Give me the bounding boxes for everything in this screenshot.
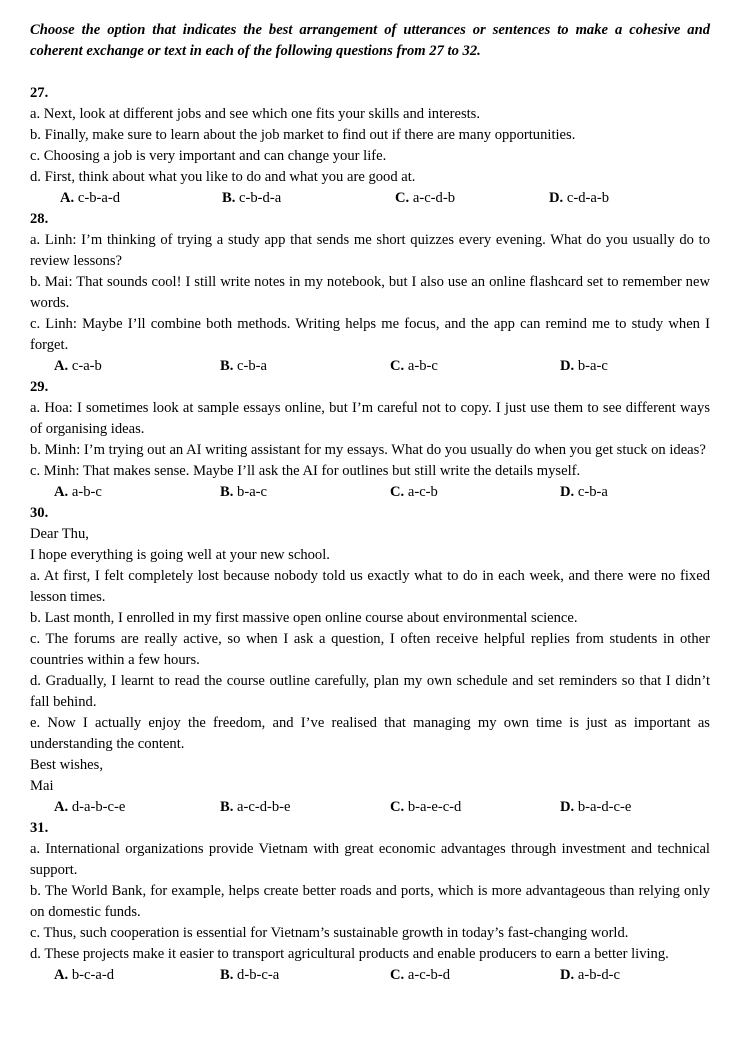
- option-c: C. b-a-e-c-d: [390, 799, 462, 815]
- sentence-c: c. The forums are really active, so when I ask a question, I often receive helpful replies from students in other countries within a few hours.: [30, 631, 710, 668]
- sentence-b: b. Finally, make sure to learn about the job market to find out if there are many opportunities.: [30, 127, 576, 143]
- sentence-c: c. Minh: That makes sense. Maybe I’ll ask the AI for outlines but still write the details myself.: [30, 463, 581, 479]
- question-30: [30, 503, 710, 818]
- option-b: B. a-c-d-b-e: [220, 799, 291, 815]
- question-number: 30.: [30, 505, 49, 521]
- sentence-c: c. Linh: Maybe I’ll combine both methods. Writing helps me focus, and the app can remind me to study when I forget.: [30, 316, 710, 353]
- sentence-a: a. At first, I felt completely lost because nobody told us exactly what to do in each week, and there were no fixed lesson times.: [30, 568, 710, 605]
- option-c: C. a-c-b: [390, 484, 438, 500]
- letter-closing: Best wishes,: [30, 757, 103, 773]
- option-b: B. d-b-c-a: [220, 967, 280, 983]
- option-c: C. a-b-c: [390, 358, 438, 374]
- question-28: [30, 209, 710, 377]
- question-31: [30, 818, 710, 986]
- question-number: 29.: [30, 379, 49, 395]
- option-c: C. a-c-b-d: [390, 967, 450, 983]
- instructions: Choose the option that indicates the best arrangement of utterances or sentences to make a cohesive and coherent exchange or text in each of the following questions from 27 to 32.: [30, 22, 710, 59]
- letter-opening: I hope everything is going well at your new school.: [30, 547, 330, 563]
- option-d: D. c-b-a: [560, 484, 608, 500]
- option-b: B. b-a-c: [220, 484, 268, 500]
- options-row: [30, 188, 710, 209]
- option-c: C. a-c-d-b: [395, 190, 455, 206]
- letter-greeting: Dear Thu,: [30, 526, 89, 542]
- option-a: A. d-a-b-c-e: [54, 799, 126, 815]
- options-row: [30, 356, 710, 377]
- sentence-c: c. Choosing a job is very important and can change your life.: [30, 148, 387, 164]
- option-a: A. c-a-b: [54, 358, 102, 374]
- option-d: D. b-a-c: [560, 358, 608, 374]
- sentence-a: a. Linh: I’m thinking of trying a study app that sends me short quizzes every evening. What do you usually do to review lessons?: [30, 232, 710, 269]
- letter-signature: Mai: [30, 778, 54, 794]
- sentence-a: a. Hoa: I sometimes look at sample essays online, but I’m careful not to copy. I just use them to see different ways of organising ideas.: [30, 400, 710, 437]
- option-b: B. c-b-a: [220, 358, 268, 374]
- sentence-b: b. Last month, I enrolled in my first massive open online course about environmental science.: [30, 610, 578, 626]
- question-29: [30, 377, 710, 503]
- options-row: [30, 482, 710, 503]
- sentence-d: d. Gradually, I learnt to read the course outline carefully, plan my own schedule and set reminders so that I didn’t fall behind.: [30, 673, 710, 710]
- sentence-b: b. Minh: I’m trying out an AI writing assistant for my essays. What do you usually do when you get stuck on ideas?: [30, 442, 706, 458]
- option-d: D. c-d-a-b: [549, 190, 609, 206]
- options-row: [30, 965, 710, 986]
- sentence-a: a. Next, look at different jobs and see which one fits your skills and interests.: [30, 106, 481, 122]
- option-d: D. a-b-d-c: [560, 967, 620, 983]
- sentence-b: b. The World Bank, for example, helps create better roads and ports, which is more advantageous than relying only on domestic funds.: [30, 883, 710, 920]
- sentence-e: e. Now I actually enjoy the freedom, and I’ve realised that managing my own time is just as important as understanding the content.: [30, 715, 710, 752]
- sentence-d: d. These projects make it easier to transport agricultural products and enable producers to earn a better living.: [30, 946, 669, 962]
- question-27: [30, 83, 710, 209]
- option-a: A. b-c-a-d: [54, 967, 114, 983]
- option-a: A. c-b-a-d: [60, 190, 120, 206]
- options-row: [30, 797, 710, 818]
- sentence-d: d. First, think about what you like to do and what you are good at.: [30, 169, 416, 185]
- question-number: 27.: [30, 85, 49, 101]
- sentence-a: a. International organizations provide Vietnam with great economic advantages through investment and technical support.: [30, 841, 710, 878]
- sentence-b: b. Mai: That sounds cool! I still write notes in my notebook, but I also use an online flashcard set to remember new words.: [30, 274, 710, 311]
- option-d: D. b-a-d-c-e: [560, 799, 632, 815]
- sentence-c: c. Thus, such cooperation is essential for Vietnam’s sustainable growth in today’s fast-changing world.: [30, 925, 629, 941]
- question-number: 28.: [30, 211, 49, 227]
- option-a: A. a-b-c: [54, 484, 102, 500]
- question-number: 31.: [30, 820, 49, 836]
- option-b: B. c-b-d-a: [222, 190, 282, 206]
